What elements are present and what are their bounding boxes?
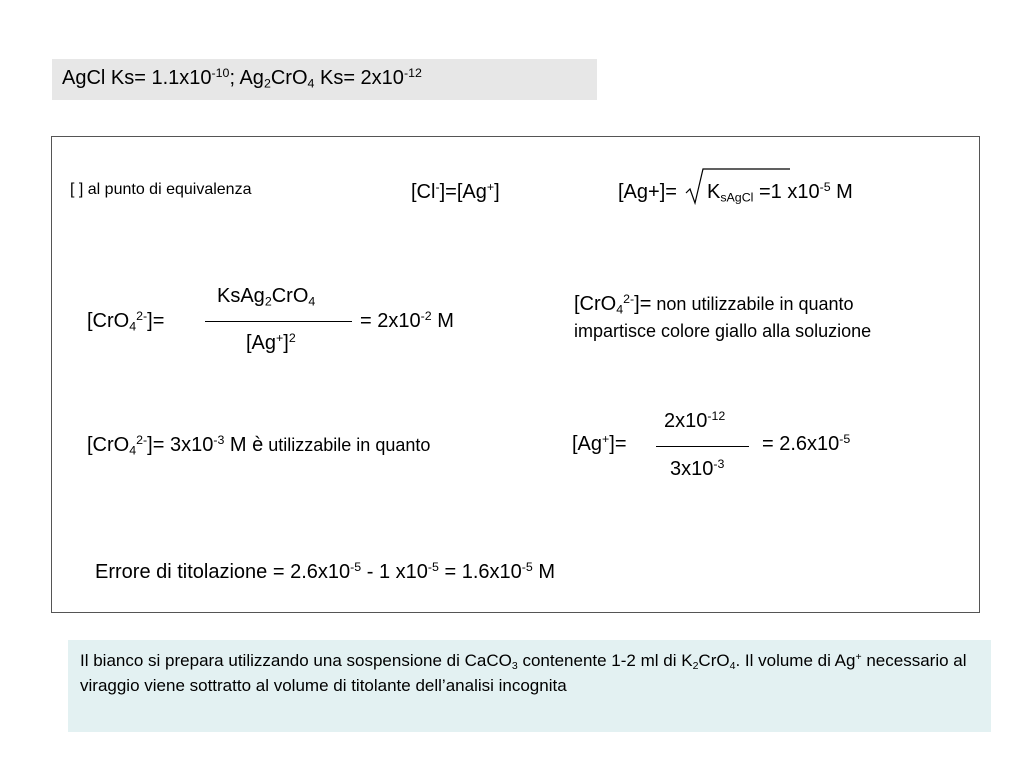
- blank-preparation-note: Il bianco si prepara utilizzando una sospensione di CaCO$_3$ contenente 1-2 ml di $K_2CrO_4$. Il volume di Ag+ necessario al viraggio viene sottratto al volume di titolante dell’analisi incognita: [68, 640, 991, 732]
- ag-numerator: $2x10^{-12}$: [664, 409, 726, 432]
- cro4-result: = $2x10^{-2}$ M: [360, 309, 454, 332]
- cro4-lhs: [CrO$_4^{2-}$]=: [87, 309, 165, 334]
- ag-sqrt-expression: [Ag+]=: [618, 181, 677, 203]
- ag-lhs: [Ag+]=: [572, 432, 627, 455]
- ag-fraction-line: [656, 446, 749, 447]
- cro4-unusable-note: [CrO$_4^{2-}$]= non utilizzabile in quanto: [574, 292, 854, 317]
- cro4-numerator: KsAg$_2$CrO$_4$: [217, 285, 316, 309]
- cro4-denominator: $[Ag^+]^2$: [246, 331, 296, 354]
- equivalence-label: [ ] al punto di equivalenza: [70, 181, 252, 198]
- titration-error: Errore di titolazione = $2.6x10^{-5} - 1$ $x10^{-5} = 1.6x10^{-5}$ M: [95, 560, 556, 583]
- cro4-fraction-line: [205, 321, 352, 322]
- ag-denominator: $3x10^{-3}$: [670, 457, 725, 480]
- ks-agcl-value: $K_{sAgCl} =1$ $x10^{-5}$ M: [707, 180, 853, 205]
- cro4-usable: $[CrO_4^{2-}]= 3x10^{-3}$ M è utilizzabile in quanto: [87, 433, 431, 458]
- cro4-unusable-note-line2: impartisce colore giallo alla soluzione: [574, 321, 872, 341]
- solubility-constants: AgCl $Ks= 1.1x10^{-10}$; $Ag_2CrO_4$ $Ks= 2x10^{-12}$: [62, 66, 422, 91]
- ag-result: = $2.6x10^{-5}$: [762, 432, 851, 455]
- cl-ag-equality: [Cl-]=[Ag+]: [411, 180, 500, 203]
- main-panel: [51, 136, 980, 613]
